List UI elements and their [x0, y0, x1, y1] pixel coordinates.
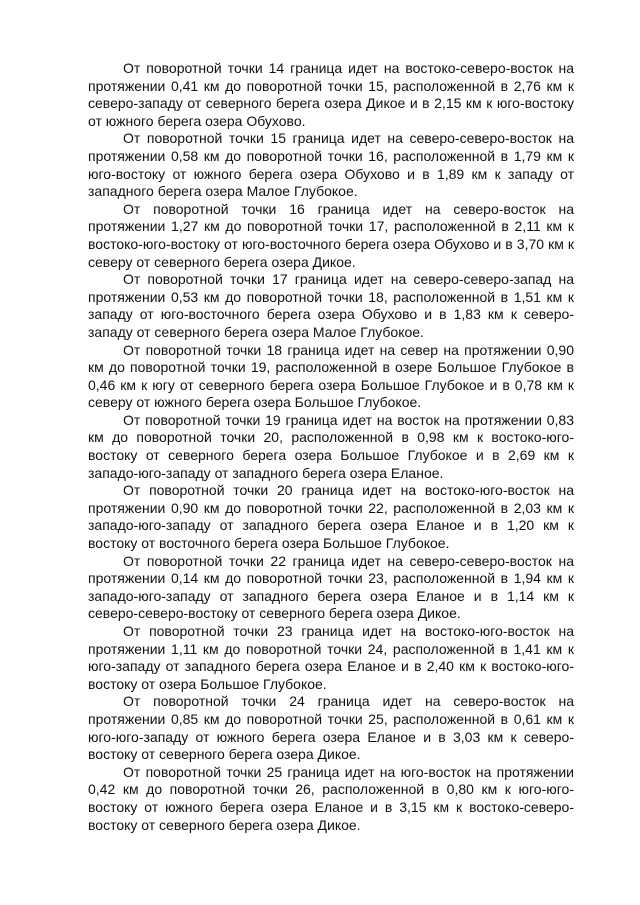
- paragraph-point-19: От поворотной точки 19 граница идет на восток на протяжении 0,83 км до поворотной точки 20, расположенной в 0,98 км к востоко-юго-востоку от северного берега озера Большое Глубокое и в 2,69 км к западо-юго-западу от западного берега озера Еланое.: [88, 411, 574, 481]
- paragraph-point-24: От поворотной точки 24 граница идет на северо-восток на протяжении 0,85 км до поворотной точки 25, расположенной в 0,61 км к юго-юго-западу от южного берега озера Еланое и в 3,03 км к северо-востоку от северного берега озера Дикое.: [88, 693, 574, 763]
- paragraph-point-16: От поворотной точки 16 граница идет на северо-восток на протяжении 1,27 км до поворотной точки 17, расположенной в 2,11 км к востоко-юго-востоку от юго-восточного берега озера Обухово и в 3,70 км к северу от северного берега озера Дикое.: [88, 200, 574, 270]
- paragraph-point-14: От поворотной точки 14 граница идет на востоко-северо-восток на протяжении 0,41 км до поворотной точки 15, расположенной в 2,76 км к северо-западу от северного берега озера Дикое и в 2,15 км к юго-востоку от южного берега озера Обухово.: [88, 60, 574, 129]
- document-body: [88, 60, 574, 834]
- paragraph-point-22: От поворотной точки 22 граница идет на северо-северо-восток на протяжении 0,14 км до поворотной точки 23, расположенной в 1,94 км к западо-юго-западу от западного берега озера Еланое и в 1,14 км к северо-северо-востоку от северного берега озера Дикое.: [88, 552, 574, 622]
- paragraph-point-17: От поворотной точки 17 граница идет на северо-северо-запад на протяжении 0,53 км до поворотной точки 18, расположенной в 1,51 км к западу от юго-восточного берега озера Обухово и в 1,83 км к северо-западу от северного берега озера Малое Глубокое.: [88, 271, 574, 340]
- paragraph-point-18: От поворотной точки 18 граница идет на север на протяжении 0,90 км до поворотной точки 19, расположенной в озере Большое Глубокое в 0,46 км к югу от северного берега озера Большое Глубокое и в 0,78 км к северу от южного берега озера Большое Глубокое.: [88, 341, 574, 411]
- paragraph-point-15: От поворотной точки 15 граница идет на северо-северо-восток на протяжении 0,58 км до поворотной точки 16, расположенной в 1,79 км к юго-востоку от южного берега озера Обухово и в 1,89 км к западу от западного берега озера Малое Глубокое.: [88, 130, 574, 200]
- paragraph-point-25: От поворотной точки 25 граница идет на юго-восток на протяжении 0,42 км до поворотной точки 26, расположенной в 0,80 км к юго-юго-востоку от южного берега озера Еланое и в 3,15 км к востоко-северо-востоку от северного берега озера Дикое.: [88, 763, 574, 833]
- paragraph-point-20: От поворотной точки 20 граница идет на востоко-юго-восток на протяжении 0,90 км до поворотной точки 22, расположенной в 2,03 км к западо-юго-западу от западного берега озера Еланое и в 1,20 км к востоку от восточного берега озера Большое Глубокое.: [88, 482, 574, 552]
- paragraph-point-23: От поворотной точки 23 граница идет на востоко-юго-восток на протяжении 1,11 км до поворотной точки 24, расположенной в 1,41 км к юго-западу от западного берега озера Еланое и в 2,40 км к востоко-юго-востоку от озера Большое Глубокое.: [88, 623, 574, 692]
